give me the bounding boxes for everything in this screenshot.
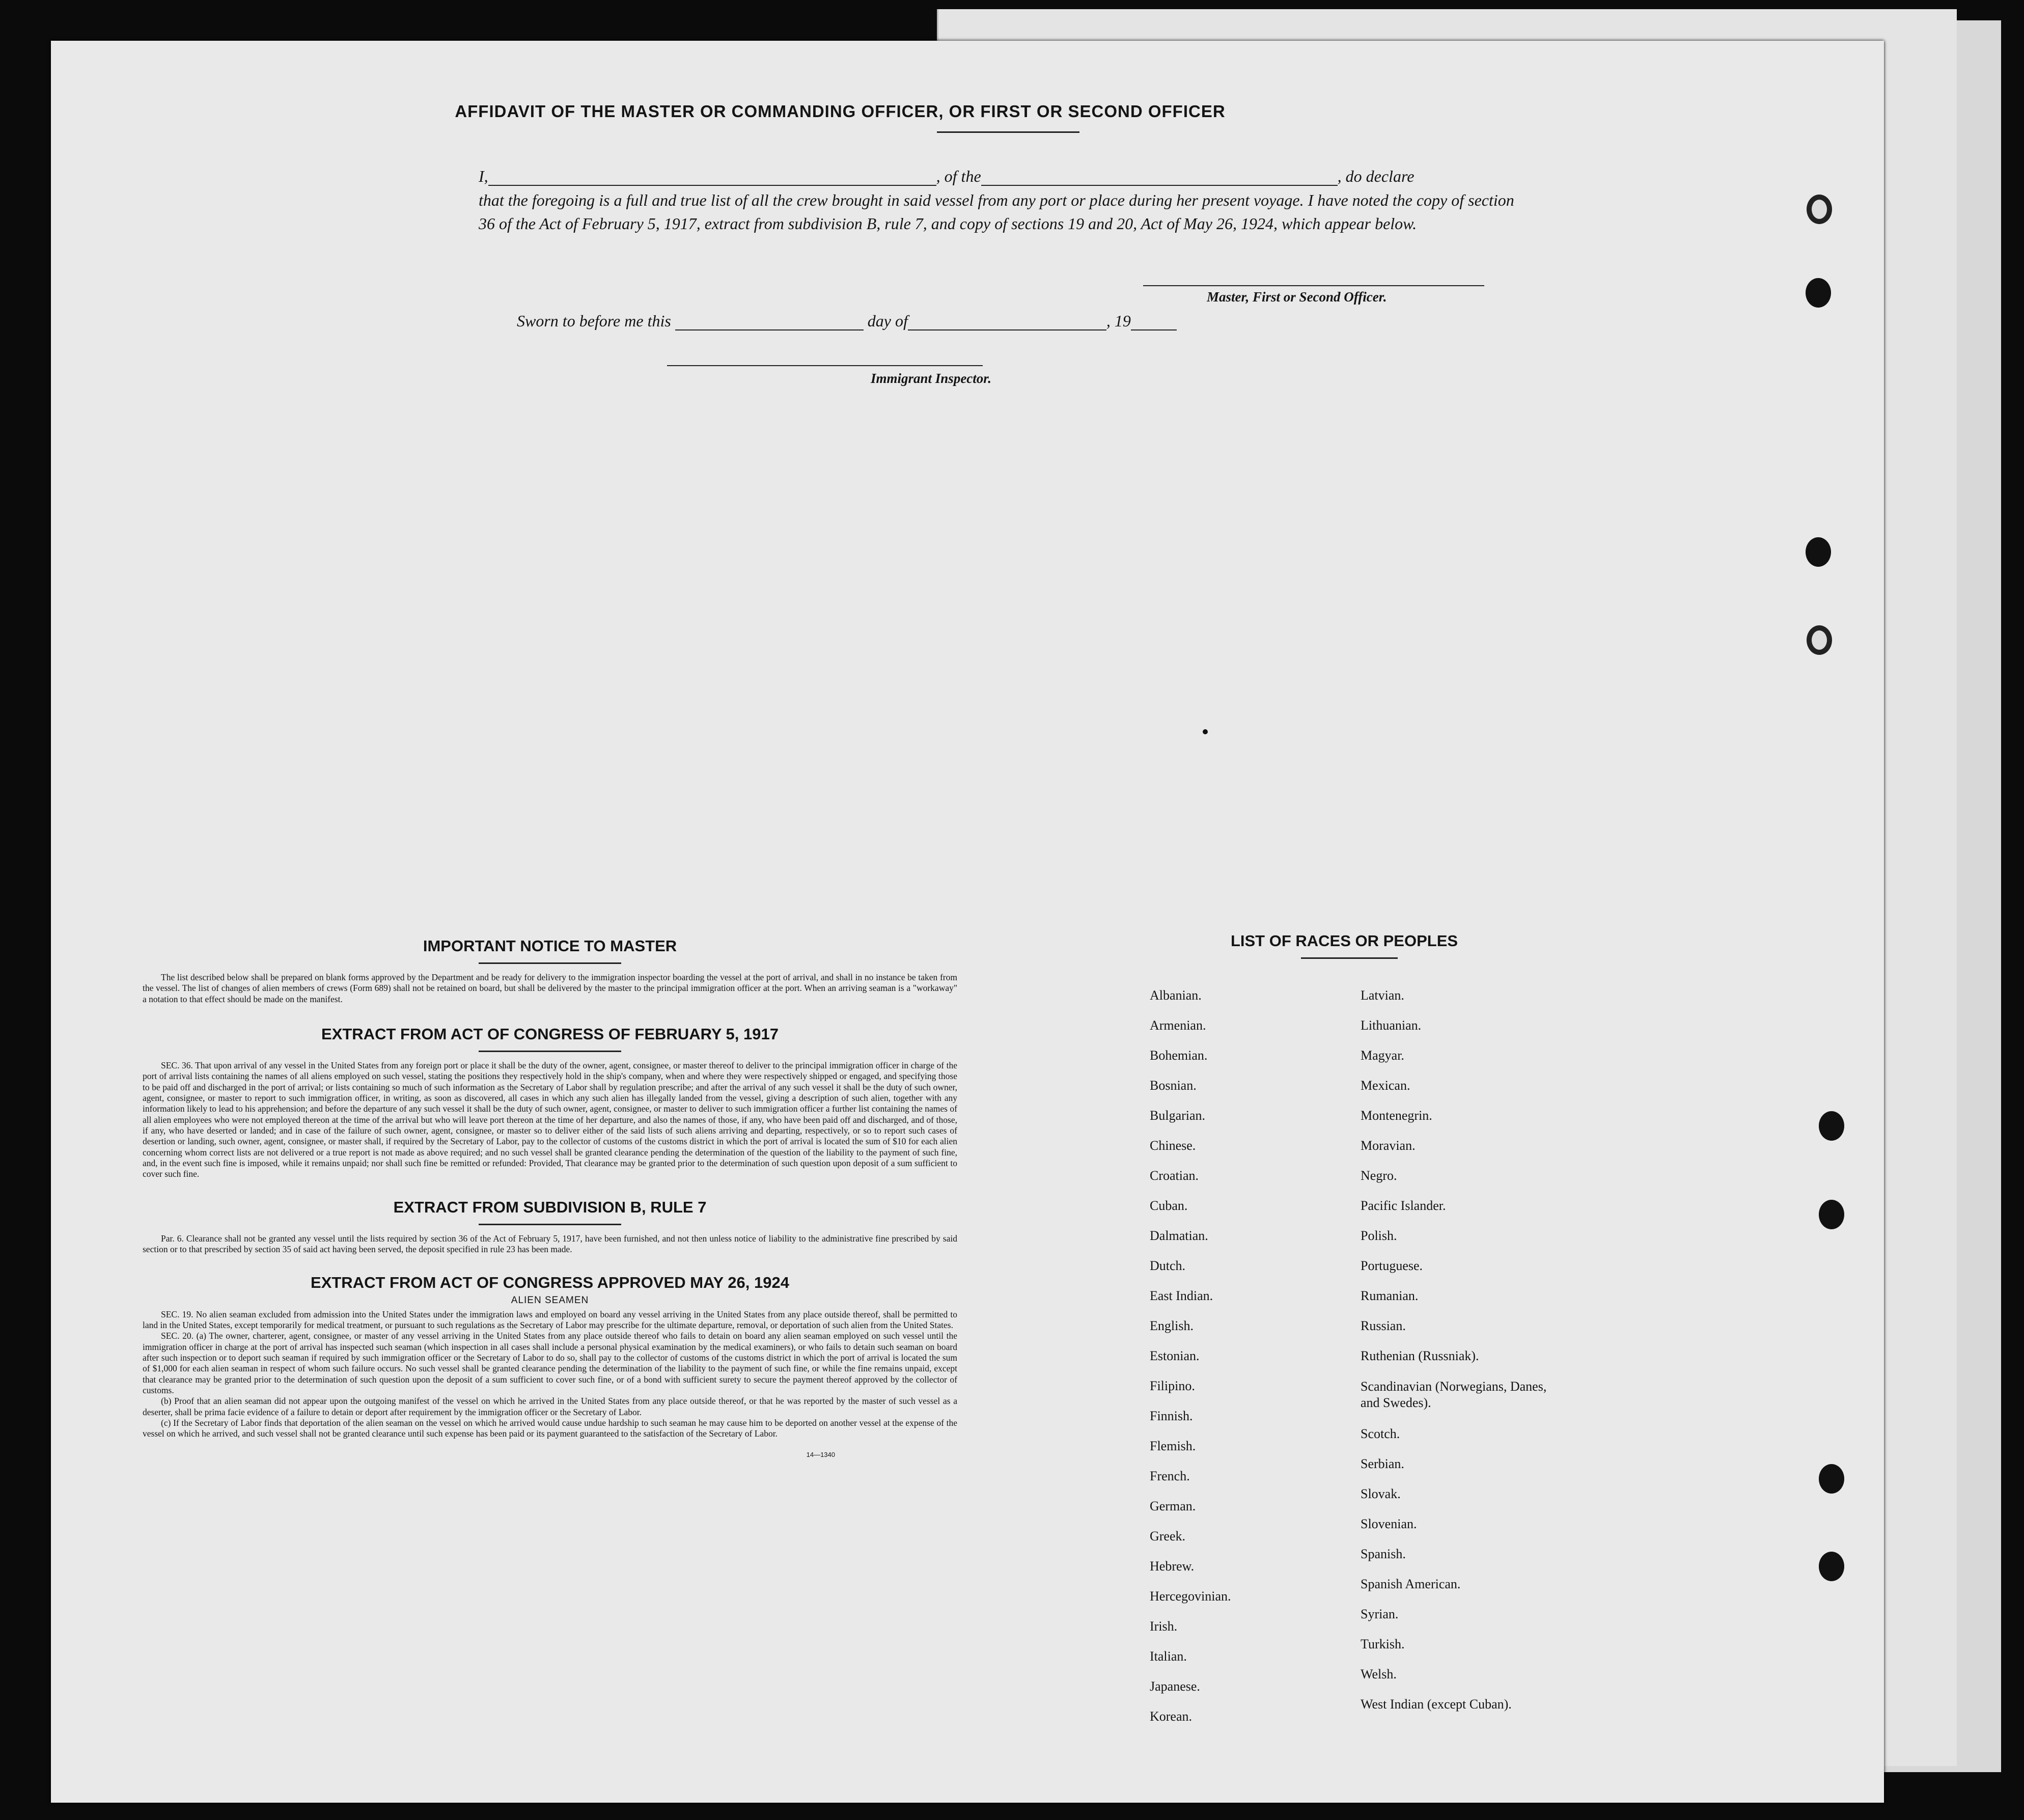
sec20b-text: (b) Proof that an alien seaman did not appear upon the outgoing manifest of the vessel on which he arrived in the United States from any place outside thereof, or that he was reported by the master of such vessel as a deserter, shall be prima facie evidence of a failure to detain or deport after requirement by the immigration officer or the Secretary of Labor.	[143, 1396, 957, 1417]
races-right-column	[1361, 988, 1559, 1727]
race-item: Finnish.	[1150, 1409, 1193, 1423]
race-item: Albanian.	[1150, 988, 1202, 1003]
binder-hole-icon	[1807, 195, 1832, 224]
race-item: Moravian.	[1361, 1138, 1416, 1153]
races-title: LIST OF RACES OR PEOPLES	[1230, 932, 1458, 950]
sworn-line	[517, 312, 1177, 330]
sworn-year-blank[interactable]	[1131, 329, 1177, 330]
races-left-column	[1150, 988, 1231, 1739]
race-item: Bosnian.	[1150, 1078, 1197, 1093]
notice-section	[143, 937, 957, 1458]
extract-1924-title: EXTRACT FROM ACT OF CONGRESS APPROVED MAY 26, 1924	[311, 1273, 789, 1291]
race-item: Mexican.	[1361, 1078, 1410, 1093]
race-item: Serbian.	[1361, 1456, 1404, 1471]
race-item: East Indian.	[1150, 1288, 1213, 1303]
race-item: Spanish American.	[1361, 1577, 1461, 1591]
race-item: Russian.	[1361, 1318, 1406, 1333]
binder-hole-icon	[1819, 1464, 1844, 1494]
race-item: English.	[1150, 1318, 1194, 1333]
notice-rule	[479, 962, 621, 964]
inspector-signature-line[interactable]	[667, 365, 983, 366]
declaration-line	[479, 167, 1414, 186]
declaration-i: I,	[479, 167, 488, 185]
extract-rule7-rule	[479, 1224, 621, 1225]
race-item: Irish.	[1150, 1619, 1178, 1634]
race-item: Armenian.	[1150, 1018, 1206, 1033]
race-item: Turkish.	[1361, 1637, 1405, 1651]
race-item: Slovak.	[1361, 1486, 1401, 1501]
title-rule	[937, 131, 1079, 133]
ink-speck	[1203, 729, 1208, 734]
sworn-day-blank[interactable]	[675, 329, 864, 330]
race-item: German.	[1150, 1499, 1196, 1513]
affidavit-body: that the foregoing is a full and true list of all the crew brought in said vessel from any port or place during her present voyage. I have noted the copy of section 36 of the Act of February 5, 1917, extract from subdivision B, rule 7, and copy of sections 19 and 20, Act of May 26, 1924, which appear below.	[479, 191, 1514, 233]
notice-title: IMPORTANT NOTICE TO MASTER	[423, 937, 677, 955]
race-item: Flemish.	[1150, 1439, 1196, 1453]
sworn-year: , 19	[1106, 312, 1131, 330]
race-item: Scandinavian (Norwegians, Danes, and Swedes).	[1361, 1379, 1547, 1410]
race-item: Portuguese.	[1361, 1258, 1423, 1273]
race-item: Dalmatian.	[1150, 1228, 1208, 1243]
sworn-month-blank[interactable]	[908, 329, 1106, 330]
race-item: Magyar.	[1361, 1048, 1404, 1063]
sec20a-text: SEC. 20. (a) The owner, charterer, agent, consignee, or master of any vessel arriving in the United States from any place outside thereof who fails to detain on board any alien seaman employed on such vessel until the immigration officer in charge at the port of arrival has inspected such seaman (which inspection in all cases shall include a personal physical examination by the medical examiners), or who fails to detain such seaman on board after such inspection or to deport such seaman if required by such immigration officer or the Secretary of Labor to do so, shall pay to the collector of customs of the customs district in which the port of arrival is located the sum of $1,000 for each alien seaman in respect of whom such failure occurs. No such vessel shall be granted clearance pending the determination of the liability to the payment of such fine, or while the fine remains unpaid, except that clearance may be granted prior to the determination of such question upon the deposit of a sum sufficient to cover such fine, or of a bond with sufficient surety to secure the payment thereof approved by the collector of customs.	[143, 1331, 957, 1395]
vessel-blank[interactable]	[981, 185, 1338, 186]
race-item: Montenegrin.	[1361, 1108, 1432, 1123]
race-item: Japanese.	[1150, 1679, 1200, 1694]
race-item: Dutch.	[1150, 1258, 1186, 1273]
races-rule	[1301, 957, 1398, 959]
race-item: Rumanian.	[1361, 1288, 1419, 1303]
race-item: Pacific Islander.	[1361, 1198, 1446, 1213]
sec20c-text: (c) If the Secretary of Labor finds that deportation of the alien seaman on the vessel on which he arrived would cause undue hardship to such seaman he may cause him to be deported on another vessel at the expense of the vessel on which he arrived, and such vessel shall not be granted clearance until such expense has been paid or its payment guaranteed to the satisfaction of the Secretary of Labor.	[143, 1417, 957, 1439]
document-page	[51, 41, 1884, 1803]
race-item: Chinese.	[1150, 1138, 1196, 1153]
name-blank[interactable]	[488, 185, 936, 186]
race-item: Hebrew.	[1150, 1559, 1195, 1574]
notice-text: The list described below shall be prepared on blank forms approved by the Department and be ready for delivery to the immigration inspector boarding the vessel at the port of arrival, and shall in no instance be taken from the vessel. The list of changes of alien members of crews (Form 689) shall not be retained on board, but shall be delivered by the master to the principal immigration officer at the port. When an arriving seaman is a "workaway" a notation to that effect should be made on the manifest.	[143, 972, 957, 1004]
extract-rule7-title: EXTRACT FROM SUBDIVISION B, RULE 7	[393, 1198, 707, 1216]
sworn-text: Sworn to before me this	[517, 312, 671, 330]
master-signature-label: Master, First or Second Officer.	[1207, 289, 1387, 305]
binder-hole-icon	[1819, 1200, 1844, 1229]
race-item: Bohemian.	[1150, 1048, 1208, 1063]
race-item: Estonian.	[1150, 1348, 1200, 1363]
race-item: Polish.	[1361, 1228, 1397, 1243]
race-item: Syrian.	[1361, 1607, 1399, 1621]
sworn-day-of: day of	[867, 312, 908, 330]
race-item: Bulgarian.	[1150, 1108, 1206, 1123]
race-item: Ruthenian (Russniak).	[1361, 1348, 1479, 1363]
race-item: Filipino.	[1150, 1378, 1195, 1393]
declaration-of: , of the	[936, 167, 981, 185]
extract-1917-title: EXTRACT FROM ACT OF CONGRESS OF FEBRUARY 5, 1917	[321, 1025, 779, 1043]
binder-hole-icon	[1819, 1111, 1844, 1141]
extract-1917-text: SEC. 36. That upon arrival of any vessel in the United States from any foreign port or place it shall be the duty of the owner, agent, consignee, or master thereof to deliver to the principal immigration officer in charge of the port of arrival lists containing the names of all aliens employed on such vessel, stating the positions they respectively hold in the ship's company, when and where they were respectively shipped or engaged, and specifying those to be paid off and discharged in the port of arrival; or lists containing so much of such information as the Secretary of Labor shall by regulation prescribe; and after the arrival of any such vessel it shall be the duty of such owner, agent, consignee, or master to report to such immigration officer, in writing, as soon as discovered, all cases in which any such alien has illegally landed from the vessel, giving a description of such alien, together with any information likely to lead to his apprehension; and before the departure of any such vessel it shall be the duty of such owner, agent, consignee, or master to deliver to such immigration officer a further list containing the names of all alien employees who were not employed thereon at the time of the arrival but who will leave port thereon at the time of her departure, and also the names of those, if any, who have been paid off and discharged, and of those, if any, who have deserted or landed; and in case of the failure of such owner, agent, consignee, or master so to deliver either of the said lists of such aliens arriving and departing, respectively, or so to report such cases of desertion or landing, such owner, agent, consignee, or master shall, if required by the Secretary of Labor, pay to the collector of customs of the customs district in which the port of arrival is located the sum of $10 for each alien concerning whom correct lists are not delivered or a true report is not made as above required; and no such vessel shall be granted clearance pending the determination of the question of the liability to the payment of such fine, and, in the event such fine is imposed, while it remains unpaid; nor shall such fine be remitted or refunded: Provided, That clearance may be granted prior to the determination of such question upon deposit of a sum sufficient to cover such fine.	[143, 1060, 957, 1179]
race-item: Greek.	[1150, 1529, 1186, 1543]
race-item: Croatian.	[1150, 1168, 1199, 1183]
race-item: Scotch.	[1361, 1426, 1400, 1441]
binder-hole-icon	[1819, 1552, 1844, 1581]
race-item: West Indian (except Cuban).	[1361, 1697, 1512, 1712]
extract-rule7-text: Par. 6. Clearance shall not be granted any vessel until the lists required by section 36 of the Act of February 5, 1917, have been furnished, and not then unless notice of liability to the administrative fine prescribed by said section or to that prescribed by section 35 of said act having been served, the deposit specified in rule 23 has been made.	[143, 1233, 957, 1255]
binder-hole-icon	[1807, 625, 1832, 655]
race-item: Korean.	[1150, 1709, 1193, 1724]
race-item: Latvian.	[1361, 988, 1404, 1003]
sec19-text: SEC. 19. No alien seaman excluded from admission into the United States under the immigration laws and employed on board any vessel arriving in the United States from any place outside thereof, shall be permitted to land in the United States, except temporarily for medical treatment, or pursuant to such regulations as the Secretary of Labor may prescribe for the ultimate departure, removal, or deportation of such alien from the United States.	[143, 1309, 957, 1330]
race-item: French.	[1150, 1469, 1190, 1483]
race-item: Cuban.	[1150, 1198, 1188, 1213]
extract-1917-rule	[479, 1051, 621, 1052]
inspector-signature-label: Immigrant Inspector.	[871, 371, 992, 386]
race-item: Slovenian.	[1361, 1516, 1417, 1531]
race-item: Italian.	[1150, 1649, 1187, 1664]
declaration-declare: , do declare	[1337, 167, 1415, 185]
race-item: Negro.	[1361, 1168, 1397, 1183]
master-signature-line[interactable]	[1143, 285, 1484, 286]
race-item: Hercegovinian.	[1150, 1589, 1231, 1604]
binder-hole-icon	[1806, 278, 1831, 308]
affidavit-title: AFFIDAVIT OF THE MASTER OR COMMANDING OFFICER, OR FIRST OR SECOND OFFICER	[455, 102, 1226, 121]
race-item: Spanish.	[1361, 1547, 1406, 1561]
binder-hole-icon	[1806, 537, 1831, 567]
race-item: Welsh.	[1361, 1667, 1397, 1681]
race-item: Lithuanian.	[1361, 1018, 1422, 1033]
form-number: 14—1340	[806, 1450, 835, 1458]
alien-seamen-subtitle: ALIEN SEAMEN	[511, 1294, 589, 1306]
